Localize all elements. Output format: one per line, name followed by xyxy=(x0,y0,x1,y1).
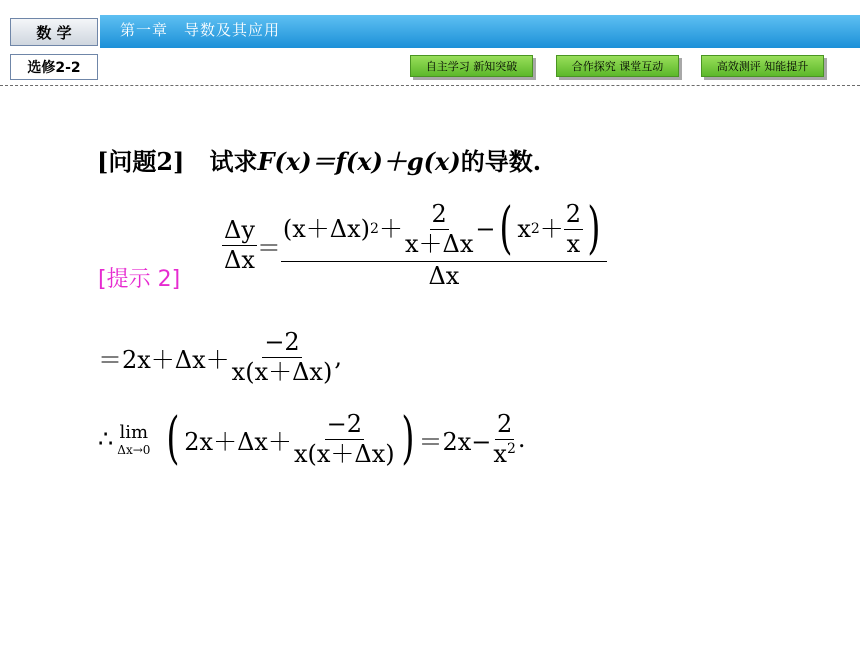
num-fraction-1-bottom: x＋Δx xyxy=(404,229,474,258)
plus-sign: ＋ xyxy=(378,214,403,243)
therefore-symbol: ∴ xyxy=(98,425,114,454)
line3-left-paren: ( xyxy=(166,406,180,472)
result-den-x: x xyxy=(493,439,507,468)
right-paren: ) xyxy=(587,196,601,262)
paren-fraction-bottom: x xyxy=(566,229,581,258)
minus-sign: − xyxy=(475,214,496,243)
num-term-a: (x＋Δx) xyxy=(282,214,371,243)
line3-end: . xyxy=(517,425,526,454)
paren-x: x xyxy=(517,214,531,243)
dq-denominator: Δx xyxy=(224,245,255,274)
chapter-title: 第一章 导数及其应用 xyxy=(120,21,281,39)
left-paren: ( xyxy=(499,196,513,262)
limit-operator xyxy=(117,422,150,457)
line3-right-paren: ) xyxy=(400,406,415,472)
line2-fraction xyxy=(230,328,335,387)
problem-label: [问题2] xyxy=(97,147,185,176)
big-fraction xyxy=(281,196,607,290)
result-fraction xyxy=(491,410,517,469)
line3-equals: ＝2x− xyxy=(418,427,492,456)
course-label: 选修2-2 xyxy=(10,54,98,80)
limit-text: lim xyxy=(119,421,149,443)
num-fraction-1 xyxy=(403,200,475,259)
difference-quotient xyxy=(222,216,257,275)
line3-fraction xyxy=(292,410,397,469)
result-den-exp: 2 xyxy=(506,440,516,457)
problem-text-suffix: 的导数. xyxy=(460,147,542,176)
plus-sign-2: ＋ xyxy=(539,214,564,243)
hint-label: [提示 2] xyxy=(98,267,181,292)
big-fraction-denominator: Δx xyxy=(428,261,460,290)
num-fraction-1-top: 2 xyxy=(431,200,447,228)
nav-button-self-study[interactable]: 自主学习 新知突破 xyxy=(410,55,533,77)
result-fraction-bottom xyxy=(491,440,517,469)
hint-equation-2 xyxy=(98,328,342,387)
header-divider xyxy=(0,85,860,86)
line2-fraction-top: −2 xyxy=(264,328,300,356)
problem-statement xyxy=(97,142,541,177)
line2-prefix: ＝2x＋Δx＋ xyxy=(98,345,230,374)
paren-fraction xyxy=(564,200,583,259)
problem-expression: F(x)＝f(x)＋g(x) xyxy=(257,147,461,176)
paren-x-exp: 2 xyxy=(530,220,540,237)
hint-equation-3 xyxy=(98,406,526,472)
paren-fraction-top: 2 xyxy=(565,200,582,228)
big-fraction-numerator xyxy=(281,196,607,262)
problem-text-prefix: 试求 xyxy=(209,147,258,176)
result-fraction-top: 2 xyxy=(496,410,513,438)
dq-numerator: Δy xyxy=(224,215,255,244)
num-term-a-exp: 2 xyxy=(370,220,379,237)
limit-subscript: Δx→0 xyxy=(117,442,151,457)
nav-button-cooperative[interactable]: 合作探究 课堂互动 xyxy=(556,55,679,77)
line3-fraction-top: −2 xyxy=(326,410,362,438)
line3-inner: 2x＋Δx＋ xyxy=(184,427,292,456)
line2-suffix: , xyxy=(334,343,342,372)
nav-button-assessment[interactable]: 高效测评 知能提升 xyxy=(701,55,824,77)
line3-fraction-bottom: x(x＋Δx) xyxy=(293,439,395,468)
subject-label: 数 学 xyxy=(10,18,98,46)
line2-fraction-bottom: x(x＋Δx) xyxy=(231,357,333,386)
hint-equation-1: $\frac{\Delta y}{\Delta x}$ ＝ (x＋Δx) 2 ＋ $\frac{2}{x+\Delta x}$ − ( x 2 ＋ $\frac{2}{x}$ ) Δx xyxy=(222,200,607,290)
